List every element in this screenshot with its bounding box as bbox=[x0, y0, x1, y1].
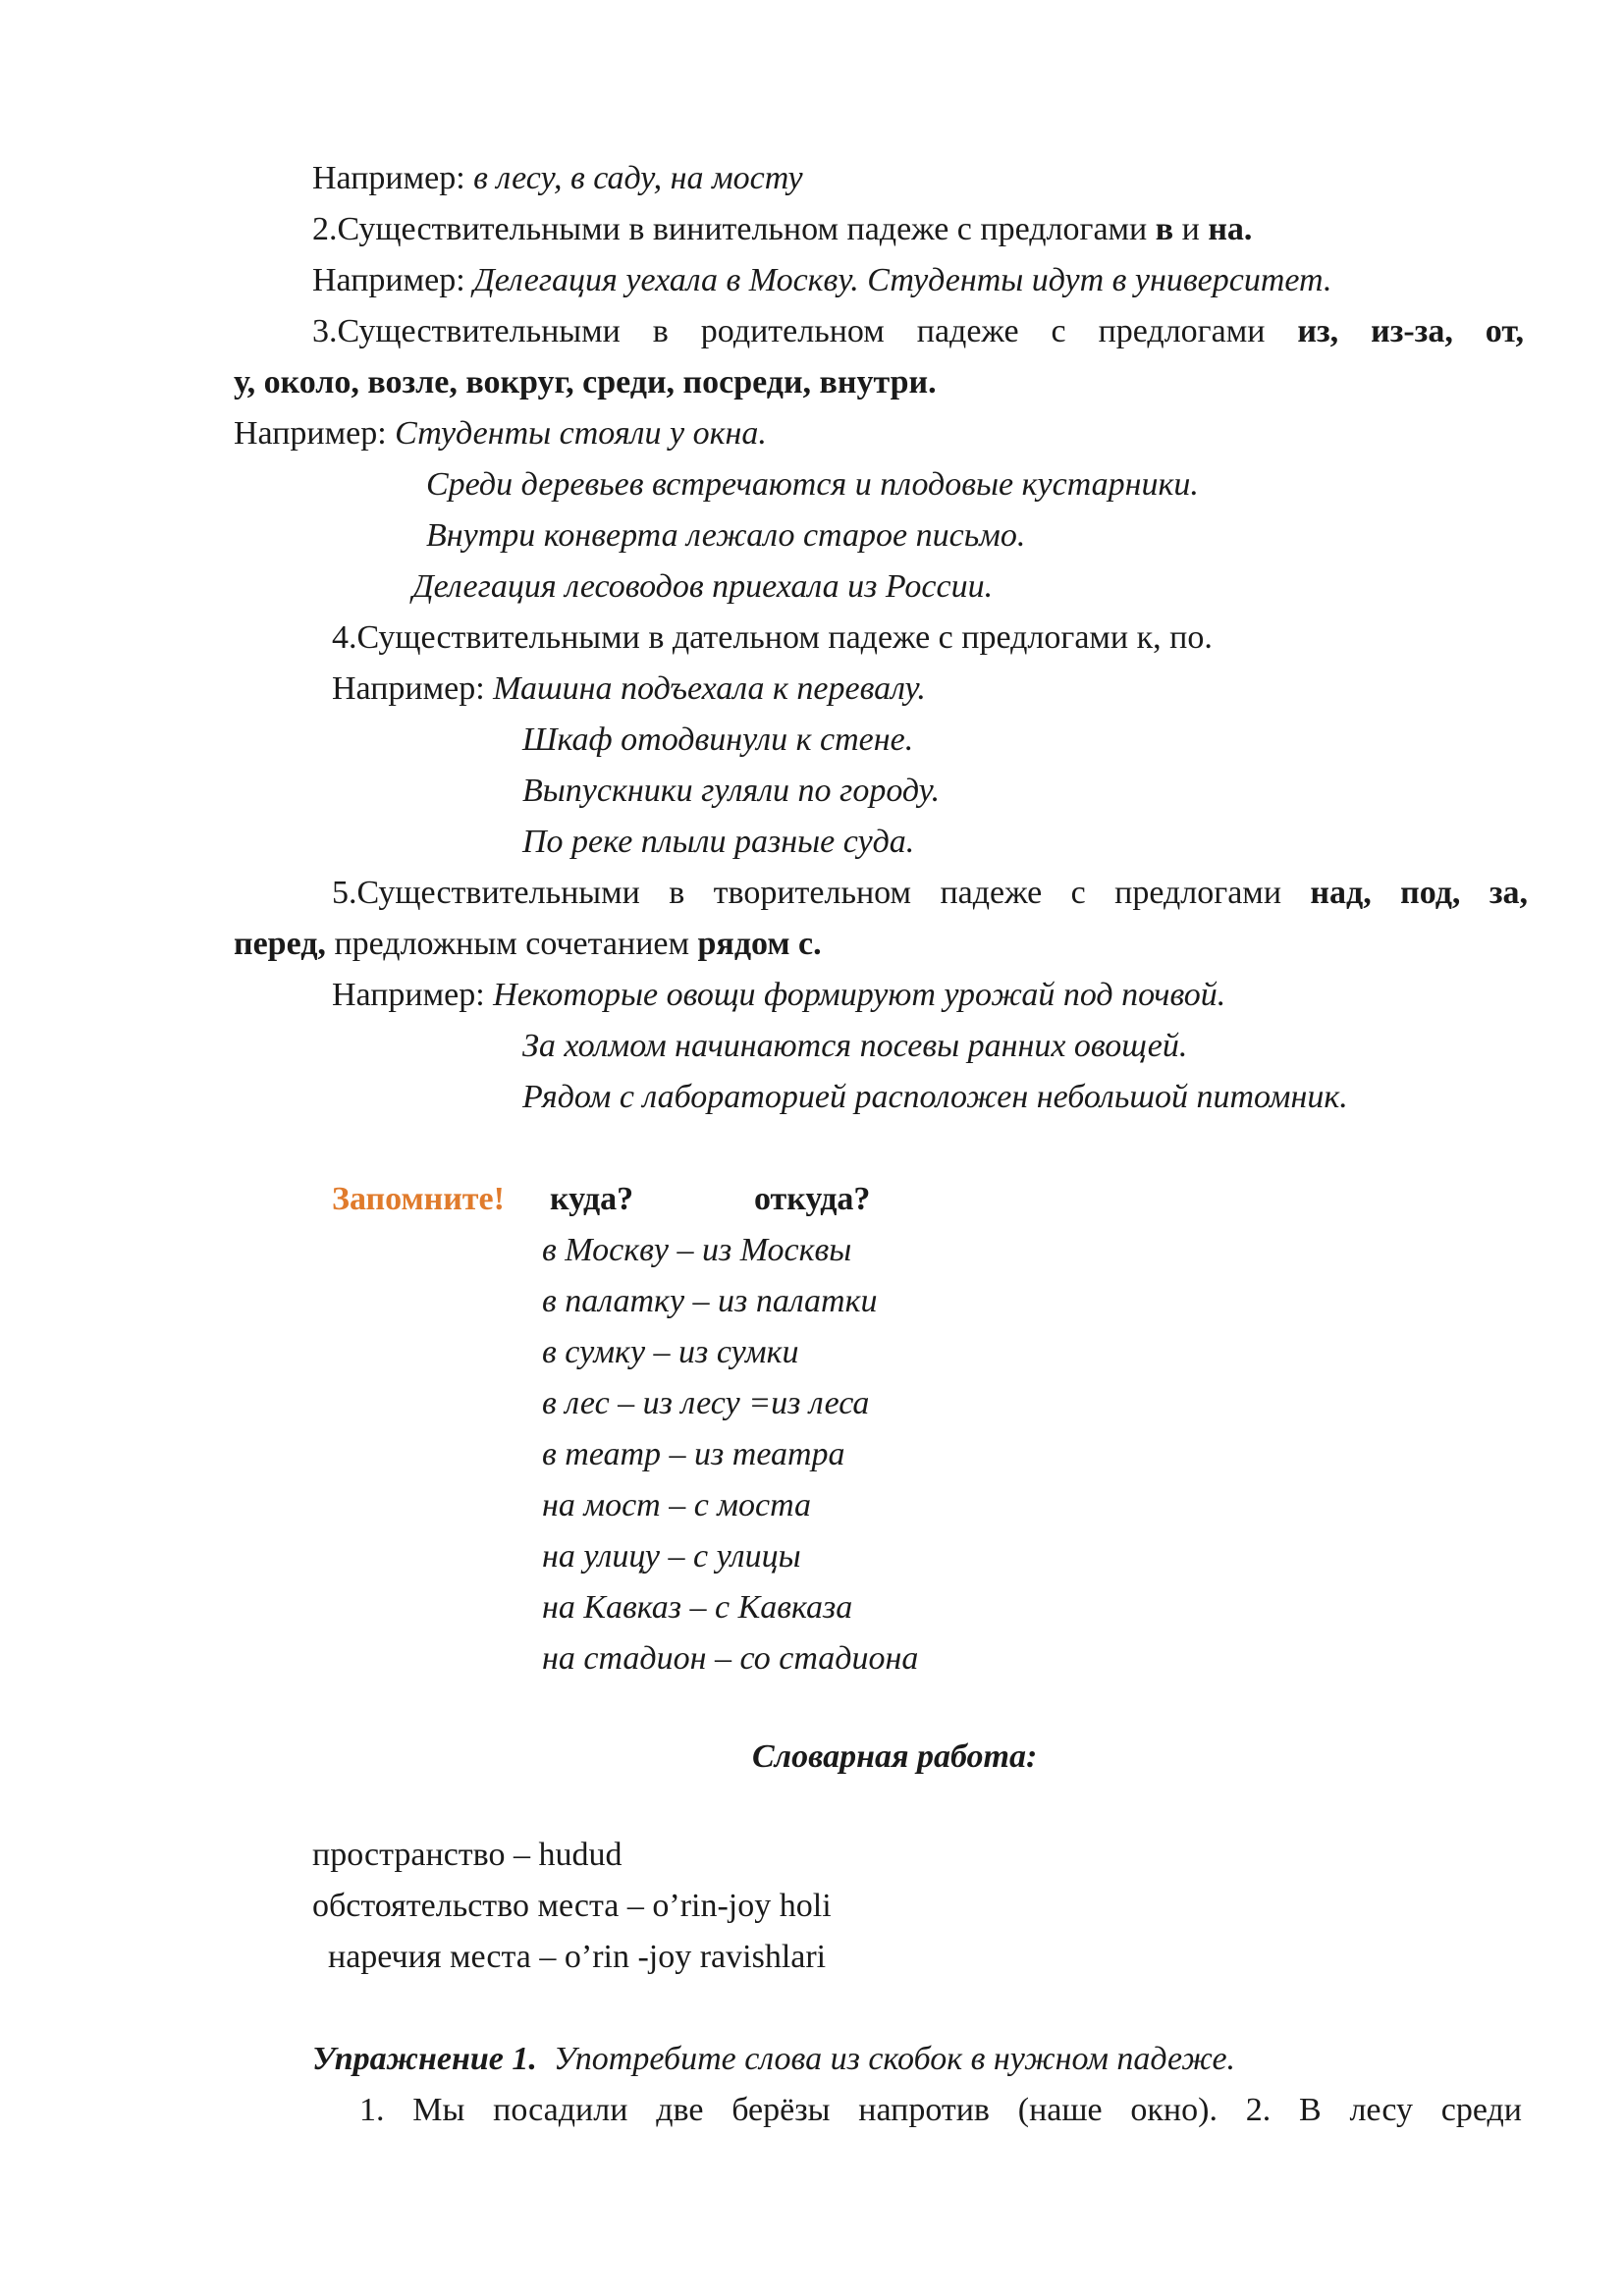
remember-pair: на Кавказ – с Кавказа bbox=[542, 1589, 853, 1626]
example-line bbox=[332, 970, 1225, 1021]
rule-text: предложным сочетанием bbox=[325, 926, 698, 962]
preposition: рядом с. bbox=[697, 926, 822, 962]
rule-line bbox=[332, 868, 1528, 919]
preposition-list: над, под, за, bbox=[1310, 875, 1528, 911]
exercise-header bbox=[312, 2034, 1235, 2085]
example-text: За холмом начинаются посевы ранних овощей. bbox=[522, 1028, 1188, 1064]
remember-pair: в лес – из лесу =из леса bbox=[542, 1385, 870, 1421]
remember-pair: в Москву – из Москвы bbox=[542, 1232, 852, 1268]
example-text: Делегация уехала в Москву. Студенты идут в университет. bbox=[473, 262, 1332, 298]
preposition: в bbox=[1155, 211, 1174, 247]
remember-title: Запомните! bbox=[332, 1181, 505, 1217]
remember-pair: в театр – из театра bbox=[542, 1436, 845, 1472]
remember-pair: на стадион – со стадиона bbox=[542, 1640, 919, 1677]
example-text: Некоторые овощи формируют урожай под почвой. bbox=[493, 977, 1226, 1013]
example-text: Машина подъехала к перевалу. bbox=[493, 670, 926, 707]
rule-text: 2.Существительными в винительном падеже с предлогами bbox=[312, 211, 1156, 247]
rule-line bbox=[234, 919, 822, 970]
example-text: в лесу, в саду, на мосту bbox=[473, 160, 803, 196]
conjunction: и bbox=[1173, 211, 1209, 247]
where-from-header: откуда? bbox=[754, 1181, 871, 1217]
example-line bbox=[312, 153, 803, 204]
example-text: По реке плыли разные суда. bbox=[522, 824, 915, 860]
exercise-instruction: Употребите слова из скобок в нужном падеже. bbox=[553, 2041, 1236, 2077]
vocab-item: пространство – hudud bbox=[312, 1837, 623, 1873]
vocab-title: Словарная работа: bbox=[752, 1738, 1038, 1775]
example-label: Например: bbox=[312, 262, 474, 298]
example-label: Например: bbox=[312, 160, 474, 196]
remember-pair: на мост – с моста bbox=[542, 1487, 812, 1523]
remember-pair: в палатку – из палатки bbox=[542, 1283, 878, 1319]
example-text: Делегация лесоводов приехала из России. bbox=[412, 568, 994, 605]
rule-line bbox=[234, 357, 937, 408]
vocab-item: обстоятельство места – o’rin-joy holi bbox=[312, 1888, 832, 1924]
exercise-title: Упражнение 1. bbox=[312, 2041, 537, 2077]
example-text: Выпускники гуляли по городу. bbox=[522, 773, 941, 809]
example-label: Например: bbox=[332, 977, 494, 1013]
preposition-list: из, из-за, от, bbox=[1297, 313, 1524, 349]
example-label: Например: bbox=[234, 415, 396, 452]
example-text: Шкаф отодвинули к стене. bbox=[522, 721, 914, 758]
exercise-text: 1. Мы посадили две берёзы напротив (наше окно). 2. В лесу среди bbox=[359, 2092, 1522, 2128]
example-text: Рядом с лабораторией расположен небольшой питомник. bbox=[522, 1079, 1348, 1115]
example-text: Среди деревьев встречаются и плодовые кустарники. bbox=[426, 466, 1199, 503]
example-text: Студенты стояли у окна. bbox=[395, 415, 767, 452]
remember-pair: на улицу – с улицы bbox=[542, 1538, 801, 1575]
rule-text: 3.Существительными в родительном падеже с предлогами bbox=[312, 313, 1298, 349]
preposition: на. bbox=[1208, 211, 1253, 247]
preposition: перед, bbox=[234, 926, 326, 962]
remember-pair: в сумку – из сумки bbox=[542, 1334, 799, 1370]
example-line bbox=[312, 255, 1332, 306]
where-to-header: куда? bbox=[550, 1181, 634, 1217]
example-label: Например: bbox=[332, 670, 494, 707]
preposition-list: у, около, возле, вокруг, среди, посреди, внутри. bbox=[234, 364, 937, 400]
example-line bbox=[332, 664, 926, 715]
rule-line: 4.Существительными в дательном падеже с предлогами к, по. bbox=[332, 619, 1213, 656]
rule-text: 5.Существительными в творительном падеже с предлогами bbox=[332, 875, 1311, 911]
example-text: Внутри конверта лежало старое письмо. bbox=[426, 517, 1026, 554]
remember-header bbox=[332, 1174, 505, 1225]
rule-line bbox=[312, 306, 1524, 357]
example-line bbox=[234, 408, 767, 459]
rule-line bbox=[312, 204, 1252, 255]
vocab-item: наречия места – o’rin -joy ravishlari bbox=[328, 1939, 827, 1975]
